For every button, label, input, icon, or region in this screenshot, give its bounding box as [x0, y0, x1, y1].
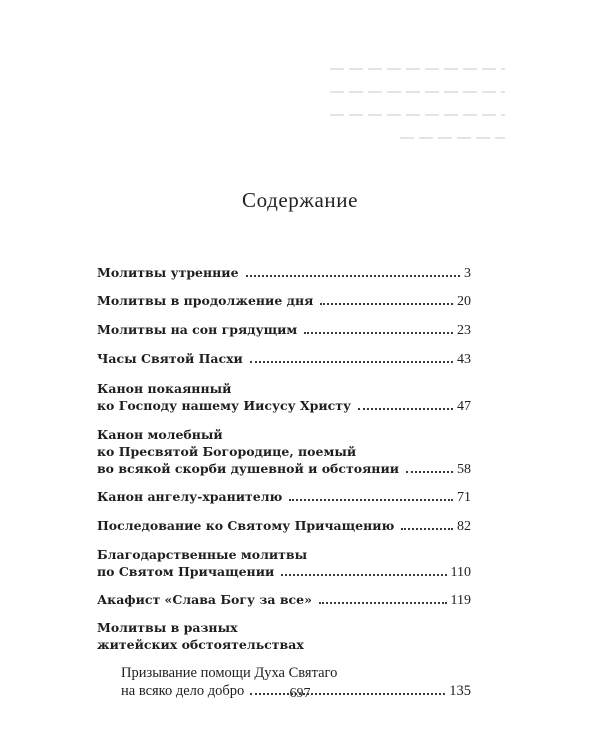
page-title: Содержание: [241, 188, 359, 212]
dot-leader: [289, 499, 453, 501]
dot-leader: [401, 528, 453, 530]
toc-entry[interactable]: [97, 350, 471, 368]
toc-entry[interactable]: [97, 546, 471, 581]
entry-title-line: Призывание помощи Духа Святаго: [121, 665, 338, 681]
entry-title-line: Канон покаянный: [97, 381, 232, 396]
page-ref: 23: [457, 323, 471, 338]
toc-entry[interactable]: [97, 517, 471, 535]
dot-leader: [319, 602, 447, 604]
dot-leader: [320, 303, 453, 305]
table-of-contents: [97, 264, 471, 700]
toc-entry[interactable]: [97, 426, 471, 478]
entry-title-line: Благодарственные молитвы: [97, 547, 308, 562]
page-ref: 135: [449, 683, 471, 699]
entry-title-line: Последование ко Святому Причащению: [97, 518, 395, 533]
toc-entry[interactable]: [97, 619, 471, 653]
page-ref: 43: [457, 352, 471, 367]
toc-entry[interactable]: [97, 380, 471, 415]
dot-leader: [304, 332, 453, 334]
entry-title-line: Молитвы утренние: [97, 265, 239, 280]
entry-title-line: во всякой скорби душевной и обстоянии: [97, 461, 400, 476]
entry-title-line: Акафист «Слава Богу за все»: [97, 592, 312, 607]
page-ref: 58: [457, 462, 471, 477]
dot-leader: [406, 471, 453, 473]
entry-title-line: Часы Святой Пасхи: [97, 351, 243, 366]
dot-leader: [250, 361, 453, 363]
page-ref: 82: [457, 519, 471, 534]
dot-leader: [281, 574, 446, 576]
toc-entry[interactable]: [97, 591, 471, 609]
toc-entry[interactable]: [97, 264, 471, 282]
toc-entry[interactable]: [97, 321, 471, 339]
entry-title-line: по Святом Причащении: [97, 564, 275, 579]
page-ref: 71: [457, 490, 471, 505]
toc-entries: [97, 264, 471, 653]
entry-title-line: ко Господу нашему Иисусу Христу: [97, 398, 352, 413]
toc-entry[interactable]: [97, 292, 471, 310]
page-ref: 20: [457, 294, 471, 309]
entry-title-line: Молитвы в продолжение дня: [97, 293, 314, 308]
entry-title-line: житейских обстоятельствах: [97, 637, 304, 652]
page-ref: 119: [450, 593, 471, 608]
entry-title-line: Канон ангелу-хранителю: [97, 489, 283, 504]
entry-title-line: Молитвы в разных: [97, 620, 238, 635]
dot-leader: [246, 275, 460, 277]
page-ref: 47: [457, 399, 471, 414]
entry-title-line: на всяко дело добро: [121, 683, 245, 699]
entry-title-line: Канон молебный: [97, 427, 223, 442]
entry-title-line: Молитвы на сон грядущим: [97, 322, 298, 337]
dot-leader: [358, 408, 453, 410]
page-ref: 3: [464, 266, 471, 281]
bleed-through-text: [330, 68, 505, 160]
toc-entry[interactable]: [97, 488, 471, 506]
entry-title-line: ко Пресвятой Богородице, поемый: [97, 444, 357, 459]
page-number: 697: [289, 686, 311, 701]
page-ref: 110: [450, 565, 471, 580]
